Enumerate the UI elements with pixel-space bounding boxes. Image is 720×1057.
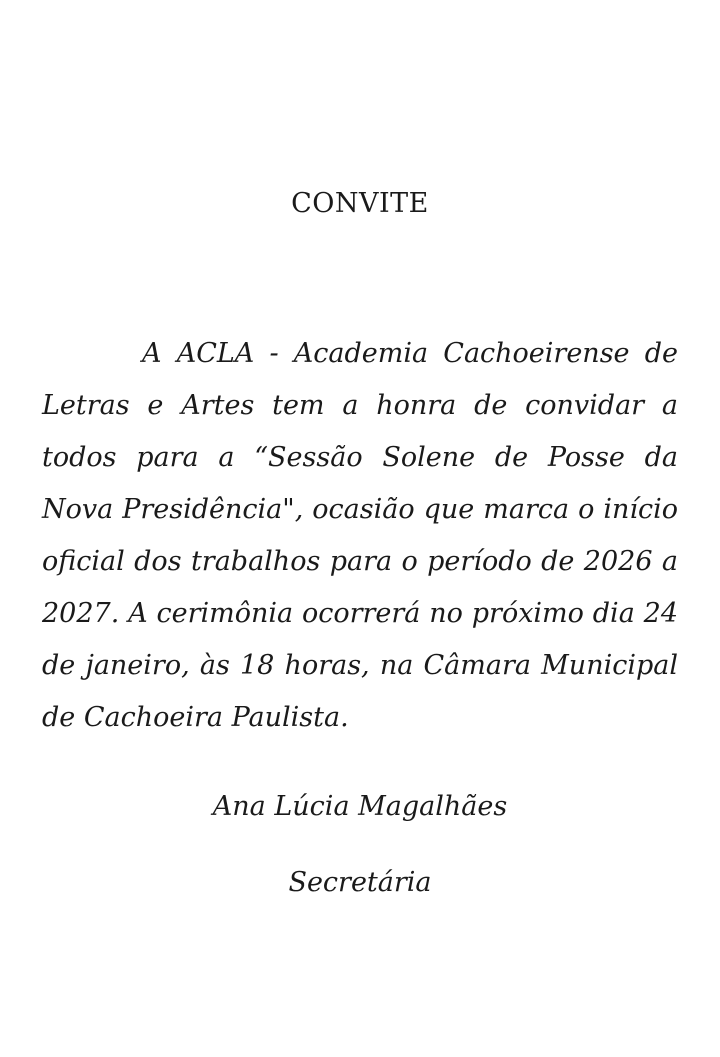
signer-name: Ana Lúcia Magalhães: [212, 791, 508, 822]
invitation-body-text: A ACLA - Academia Cachoeirense de Letras e Artes tem a honra de convidar a todos para a “Sessão Solene de Posse da Nova Presidência", ocasião que marca o início oficial dos trabalhos para o período de 2026 a 2027. A cerimônia ocorrerá no próximo dia 24 de janeiro, às 18 horas, na Câmara Municipal de Cachoeira Paulista.: [42, 338, 678, 733]
signer-role: Secretária: [288, 867, 432, 898]
document-title: CONVITE: [291, 188, 429, 219]
